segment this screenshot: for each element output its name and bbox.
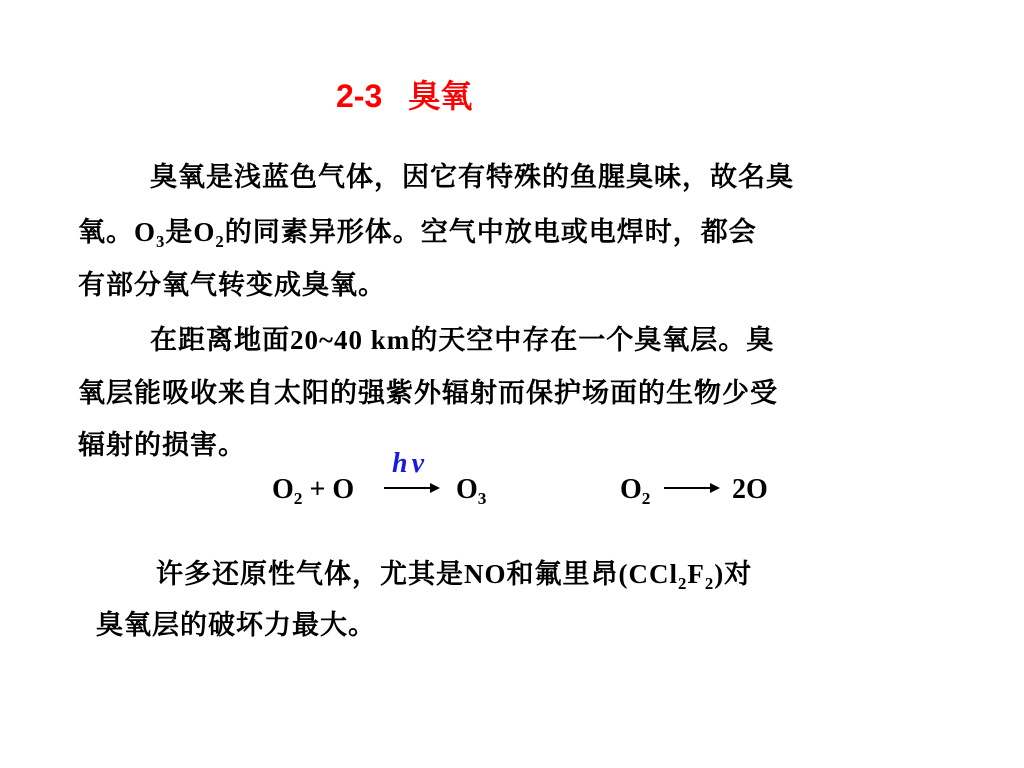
paragraph3-line1	[156, 552, 752, 597]
equation1-reactants: $O_2 + O$	[272, 474, 355, 509]
paragraph2-line1	[150, 318, 774, 363]
p3-l1-c: 对	[724, 559, 753, 590]
o3-formula: $O_3$	[134, 217, 166, 251]
equation2-arrow	[664, 478, 722, 498]
equation2-reactant: $O_2$	[620, 474, 651, 509]
slide-title	[336, 72, 472, 120]
paragraph1-line1: 臭氧是浅蓝色气体，因它有特殊的鱼腥臭味，故名臭	[150, 162, 794, 193]
photon-catalyst-label: hν	[392, 448, 428, 479]
p3-l1-a: 许多还原性气体，尤其是	[156, 559, 464, 590]
altitude-range: 20~40 km	[290, 325, 411, 355]
equation2-product: 2O	[732, 474, 768, 505]
title-text: 臭氧	[408, 78, 473, 114]
paragraph3-line2: 臭氧层的破坏力最大。	[96, 610, 376, 641]
p3-l1-b: 和氟里昂	[506, 559, 619, 590]
paragraph1-line2	[78, 210, 757, 255]
p1-l2-b: 是	[165, 217, 194, 248]
paragraph2-line3: 辐射的损害。	[78, 430, 246, 461]
p1-l2-a: 氧。	[78, 217, 134, 248]
o2-formula: $O_2$	[193, 217, 225, 251]
p2-l1-a: 在距离地面	[150, 325, 290, 356]
paragraph1-line3: 有部分氧气转变成臭氧。	[78, 270, 386, 301]
equation1-arrow	[384, 478, 442, 498]
paragraph2-line2: 氧层能吸收来自太阳的强紫外辐射而保护场面的生物少受	[78, 378, 778, 409]
freon-formula: $(CCl_2F_2)$	[618, 559, 725, 593]
no-formula: NO	[464, 559, 507, 589]
p1-l2-c: 的同素异形体。空气中放电或电焊时，都会	[224, 217, 757, 248]
equation1-product: $O_3$	[456, 474, 487, 509]
title-number: 2-3	[336, 78, 383, 114]
p2-l1-b: 的天空中存在一个臭氧层。臭	[410, 325, 775, 356]
